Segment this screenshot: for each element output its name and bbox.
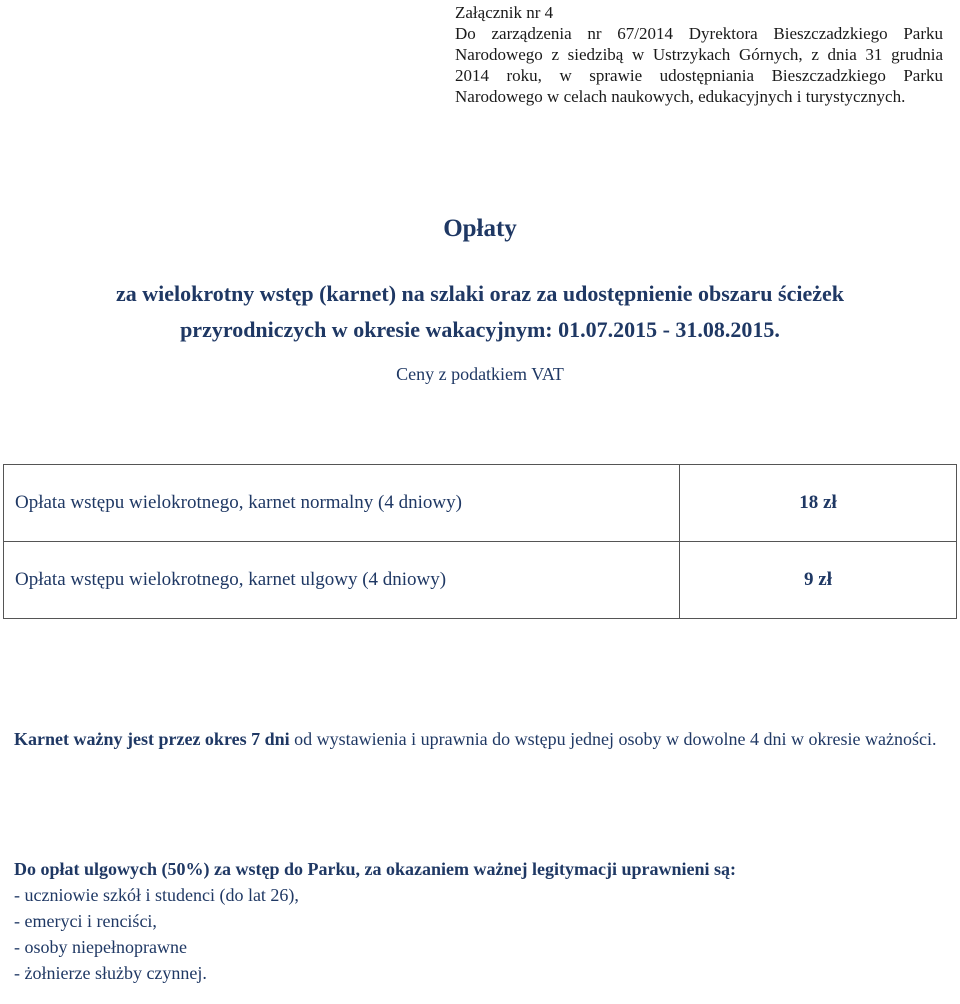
price-description: Opłata wstępu wielokrotnego, karnet ulgowy (4 dniowy) [4, 542, 680, 619]
page-subtitle [0, 276, 960, 348]
discounts-section [14, 856, 944, 986]
annex-number: Załącznik nr 4 [455, 3, 554, 22]
price-value: 18 zł [680, 465, 957, 542]
annex-text-line-2: Narodowego z siedzibą w Ustrzykach Górnych, z dnia 31 grudnia [455, 45, 943, 64]
annex-header [455, 2, 943, 107]
annex-text-line-3: 2014 roku, w sprawie udostępniania Bieszczadzkiego Parku [455, 66, 943, 85]
price-table [3, 464, 957, 619]
list-item: - żołnierze służby czynnej. [14, 963, 207, 983]
list-item: - emeryci i renciści, [14, 911, 157, 931]
list-item: - uczniowie szkół i studenci (do lat 26), [14, 885, 299, 905]
list-item: - osoby niepełnoprawne [14, 937, 187, 957]
price-description: Opłata wstępu wielokrotnego, karnet normalny (4 dniowy) [4, 465, 680, 542]
annex-text-line-1: Do zarządzenia nr 67/2014 Dyrektora Bieszczadzkiego Parku [455, 24, 943, 43]
subtitle-line-2: przyrodniczych w okresie wakacyjnym: 01.07.2015 - 31.08.2015. [180, 317, 780, 342]
validity-note [14, 726, 944, 752]
discounts-heading: Do opłat ulgowych (50%) za wstęp do Parku, za okazaniem ważnej legitymacji uprawnieni są: [14, 859, 736, 879]
validity-note-bold: Karnet ważny jest przez okres 7 dni [14, 729, 290, 749]
annex-text-line-4: Narodowego w celach naukowych, edukacyjnych i turystycznych. [455, 87, 906, 106]
page-title: Opłaty [443, 215, 517, 242]
table-row [4, 542, 957, 619]
subtitle-line-1: za wielokrotny wstęp (karnet) na szlaki oraz za udostępnienie obszaru ścieżek [116, 281, 844, 306]
price-value: 9 zł [680, 542, 957, 619]
discounts-list [14, 882, 944, 986]
table-row [4, 465, 957, 542]
validity-note-rest: od wystawienia i uprawnia do wstępu jednej osoby w dowolne 4 dni w okresie ważności. [289, 729, 937, 749]
vat-note: Ceny z podatkiem VAT [396, 364, 564, 384]
